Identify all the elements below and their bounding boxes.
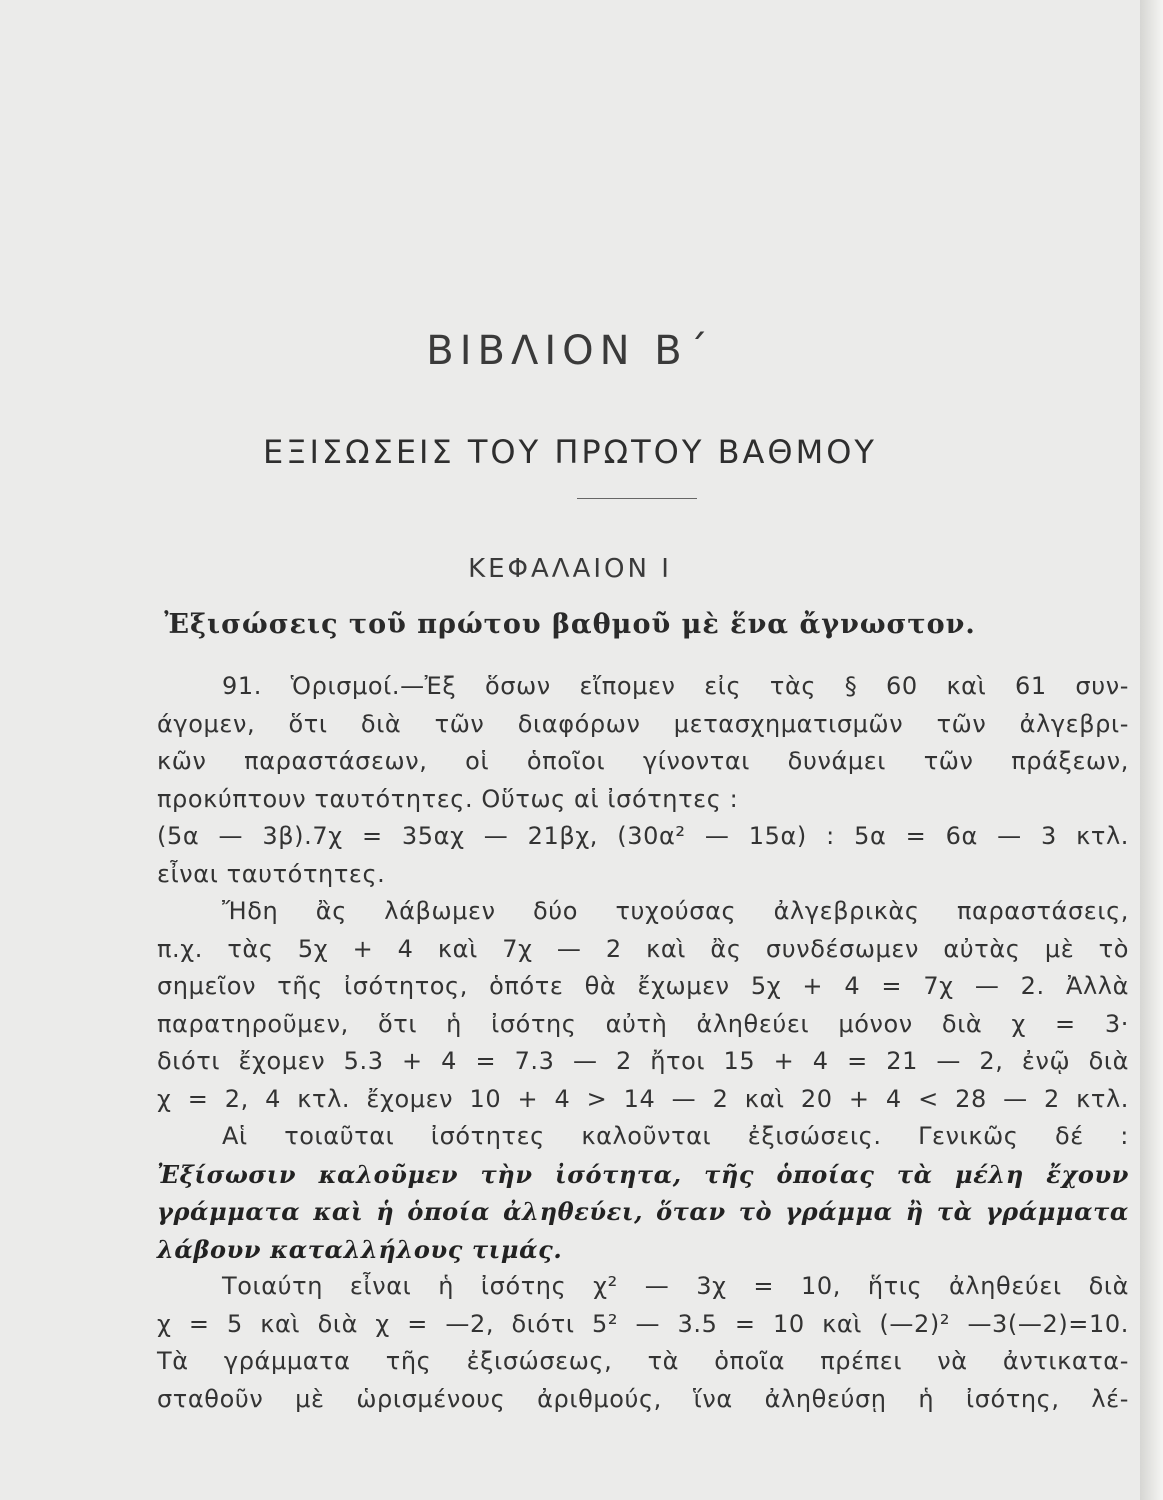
text-line: π.χ. τὰς 5χ + 4 καὶ 7χ — 2 καὶ ἂς συνδέσωμεν αὐτὰς μὲ τὸ xyxy=(157,934,1129,963)
text-line: εἶναι ταυτότητες. xyxy=(157,859,386,888)
text-line: Τὰ γράμματα τῆς ἐξισώσεως, τὰ ὁποῖα πρέπει νὰ ἀντικατα- xyxy=(157,1347,1129,1375)
text-line: Τοιαύτη εἶναι ἡ ἰσότης χ² — 3χ = 10, ἥτις ἀληθεύει διὰ xyxy=(222,1272,1129,1300)
text-line: χ = 2, 4 κτλ. ἔχομεν 10 + 4 > 14 — 2 καὶ 20 + 4 < 28 — 2 κτλ. xyxy=(157,1084,1129,1113)
text-line: 91. Ὁρισμοί.—Ἐξ ὅσων εἴπομεν εἰς τὰς § 60 καὶ 61 συν- xyxy=(222,672,1129,700)
page-edge xyxy=(1140,0,1163,1500)
text-line: άγομεν, ὅτι διὰ τῶν διαφόρων μετασχηματισμῶν τῶν ἀλγεβρι- xyxy=(157,709,1129,738)
chapter-heading: ΚΕΦΑΛΑΙΟΝ Ι xyxy=(468,554,672,584)
text-line: χ = 5 καὶ διὰ χ = —2, διότι 5² — 3.5 = 10 καὶ (—2)² —3(—2)=10. xyxy=(157,1309,1129,1338)
text-line: Ἤδη ἂς λάβωμεν δύο τυχούσας ἀλγεβρικὰς παραστάσεις, xyxy=(222,897,1129,925)
text-line: σημεῖον τῆς ἰσότητος, ὁπότε θὰ ἔχωμεν 5χ + 4 = 7χ — 2. Ἀλλὰ xyxy=(157,972,1129,1000)
book-title: ΒΙΒΛΙΟΝ Β΄ xyxy=(426,328,714,374)
body-text xyxy=(157,668,1129,1418)
text-line: σταθοῦν μὲ ὡρισμένους ἀριθμούς, ἵνα ἀληθεύσῃ ἡ ἰσότης, λέ- xyxy=(157,1384,1129,1413)
definition-line: Ἐξίσωσιν καλοῦμεν τὴν ἰσότητα, τῆς ὁποίας τὰ μέλη ἔχουν xyxy=(157,1159,1129,1189)
definition-line: γράμματα καὶ ἡ ὁποία ἀληθεύει, ὅταν τὸ γράμμα ἢ τὰ γράμματα xyxy=(157,1197,1129,1226)
part-title: ΕΞΙΣΩΣΕΙΣ ΤΟΥ ΠΡΩΤΟΥ ΒΑΘΜΟΥ xyxy=(263,433,877,471)
text-line: κῶν παραστάσεων, οἱ ὁποῖοι γίνονται δυνάμει τῶν πράξεων, xyxy=(157,747,1129,775)
definition-line: λάβουν καταλλήλους τιμάς. xyxy=(157,1234,563,1264)
section-title: Ἐξισώσεις τοῦ πρώτου βαθμοῦ μὲ ἕνα ἄγνωστον. xyxy=(164,609,976,640)
text-line: (5α — 3β).7χ = 35αχ — 21βχ, (30α² — 15α) : 5α = 6α — 3 κτλ. xyxy=(157,822,1129,850)
text-line: Αἱ τοιαῦται ἰσότητες καλοῦνται ἐξισώσεις. Γενικῶς δέ : xyxy=(222,1122,1129,1150)
text-line: προκύπτουν ταυτότητες. Οὕτως αἱ ἰσότητες : xyxy=(157,784,739,813)
text-line: διότι ἔχομεν 5.3 + 4 = 7.3 — 2 ἤτοι 15 + 4 = 21 — 2, ἐνῷ διὰ xyxy=(157,1047,1129,1075)
text-line: παρατηροῦμεν, ὅτι ἡ ἰσότης αὐτὴ ἀληθεύει μόνον διὰ χ = 3· xyxy=(157,1009,1129,1038)
title-divider xyxy=(577,498,697,499)
